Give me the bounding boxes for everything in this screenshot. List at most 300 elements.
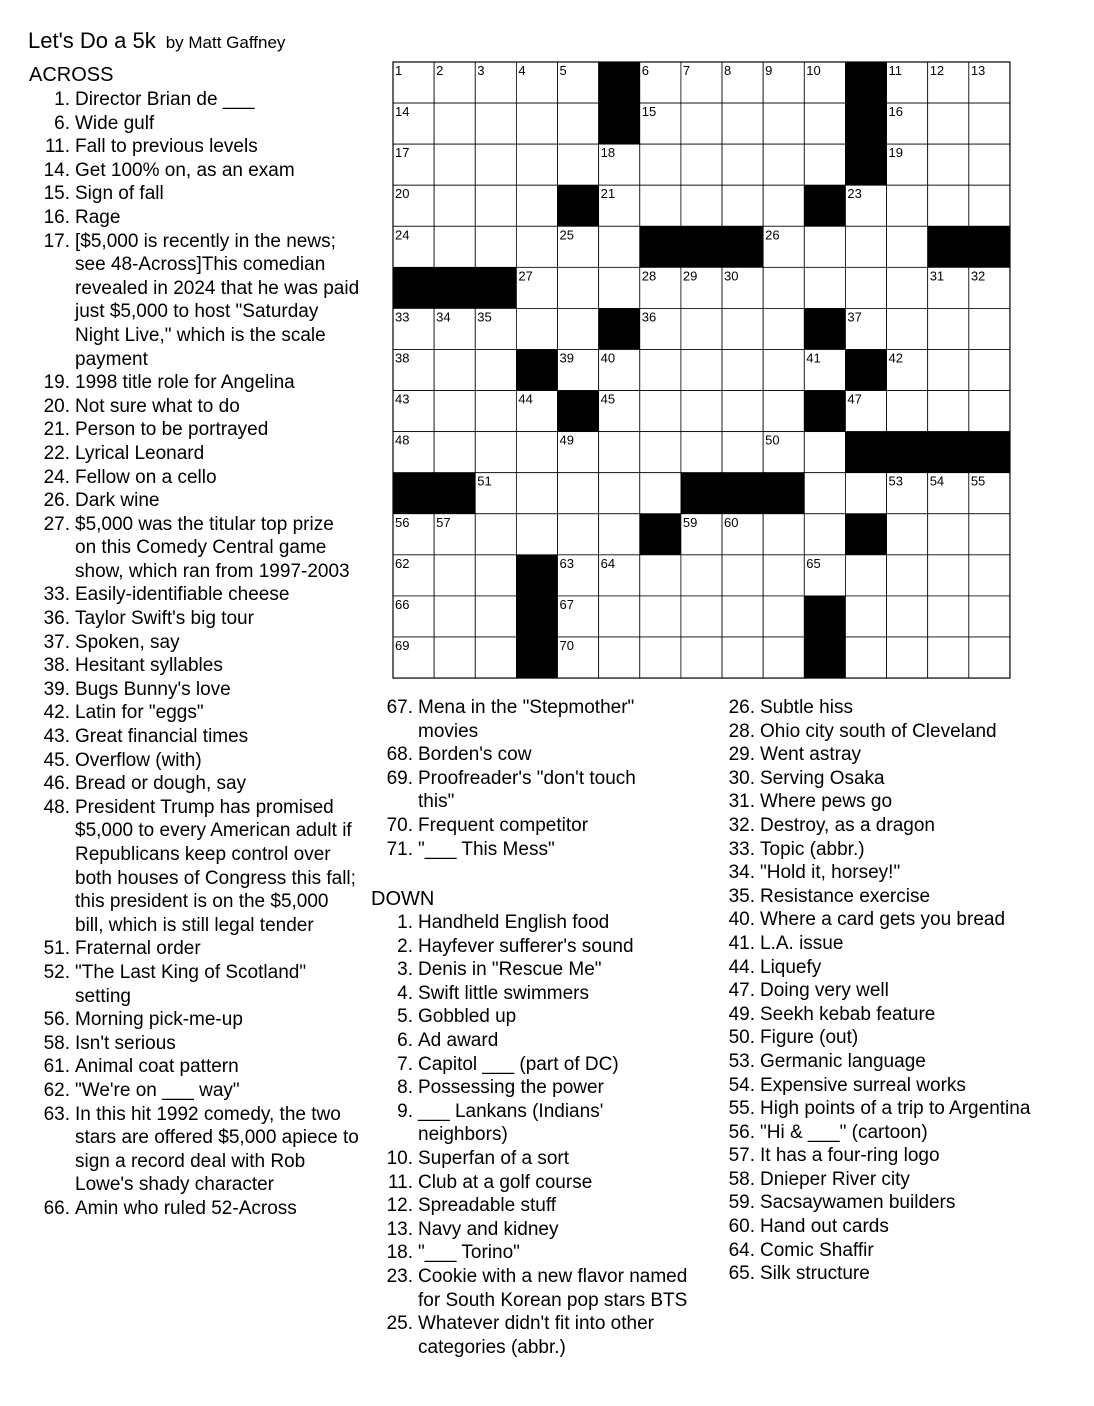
clue-number: 38.: [43, 655, 70, 677]
grid-block: [887, 432, 928, 473]
clue-text: Great financial times: [75, 726, 249, 748]
cell-number: 52: [765, 473, 780, 489]
clue-number: 13.: [386, 1218, 413, 1240]
grid-cell[interactable]: [763, 144, 804, 185]
grid-cell[interactable]: [722, 103, 763, 144]
grid-cell[interactable]: [763, 514, 804, 555]
grid-cell[interactable]: [640, 637, 681, 678]
cell-number: 10: [806, 63, 821, 78]
grid-cell[interactable]: [928, 637, 969, 678]
clue-text: Lyrical Leonard: [75, 442, 205, 464]
grid-cell[interactable]: [434, 432, 475, 473]
grid-cell[interactable]: [681, 349, 722, 390]
grid-cell[interactable]: [804, 432, 845, 473]
clue-number: 29.: [728, 744, 755, 766]
clue-number: 4.: [397, 982, 413, 1004]
clue-number: 16.: [43, 206, 70, 228]
clue-text: Get 100% on, as an exam: [75, 159, 295, 181]
grid-block: [599, 103, 640, 144]
clue-text: In this hit 1992 comedy, the two stars are offered $5,000 apiece to sign a record deal with Rob Lowe's shady character: [75, 1103, 359, 1196]
grid-cell[interactable]: [804, 267, 845, 308]
clue-number: 6.: [54, 112, 70, 134]
grid-cell[interactable]: [887, 555, 928, 596]
clue-number: 19.: [43, 372, 70, 394]
grid-block: [928, 226, 969, 267]
clue-text: Morning pick-me-up: [75, 1009, 243, 1031]
grid-cell[interactable]: [887, 637, 928, 678]
clue-number: 68.: [386, 744, 413, 766]
grid-block: [516, 596, 557, 637]
cell-number: 63: [559, 555, 574, 571]
clue-text: Rage: [75, 206, 121, 228]
clue-text: "The Last King of Scotland" setting: [75, 961, 307, 1007]
cell-number: 46: [806, 391, 821, 407]
clue-number: 22.: [43, 442, 70, 464]
grid-cell[interactable]: [516, 103, 557, 144]
clue-text: Fraternal order: [75, 938, 201, 960]
grid-cell[interactable]: [475, 226, 516, 267]
cell-number: 37: [847, 309, 862, 325]
grid-cell[interactable]: [969, 514, 1010, 555]
clue-text: Club at a golf course: [418, 1171, 593, 1193]
cell-number: 23: [847, 186, 862, 202]
cell-number: 21: [600, 186, 616, 202]
grid-cell[interactable]: [475, 596, 516, 637]
clue-text: Seekh kebab feature: [760, 1003, 936, 1025]
cell-number: 22: [806, 186, 821, 202]
grid-cell[interactable]: [475, 185, 516, 226]
grid-cell[interactable]: [722, 637, 763, 678]
grid-cell[interactable]: [516, 514, 557, 555]
grid-cell[interactable]: [475, 144, 516, 185]
grid-cell[interactable]: [475, 349, 516, 390]
grid-cell[interactable]: [928, 308, 969, 349]
grid-cell[interactable]: [969, 555, 1010, 596]
cell-number: 36: [641, 309, 657, 325]
grid-cell[interactable]: [722, 555, 763, 596]
grid-block: [599, 62, 640, 103]
clue-text: Handheld English food: [418, 912, 610, 933]
grid-cell[interactable]: [681, 103, 722, 144]
cell-number: 7: [682, 63, 691, 78]
grid-cell[interactable]: [516, 473, 557, 514]
grid-cell[interactable]: [969, 637, 1010, 678]
clue-text: Hand out cards: [760, 1216, 889, 1238]
clue-number: 39.: [43, 678, 70, 700]
cell-number: 54: [929, 473, 945, 489]
grid-cell[interactable]: [722, 596, 763, 637]
clue-text: Amin who ruled 52-Across: [75, 1197, 297, 1219]
clue-text: Animal coat pattern: [75, 1056, 239, 1078]
grid-cell[interactable]: [558, 308, 599, 349]
grid-cell[interactable]: [434, 391, 475, 432]
clue-number: 59.: [728, 1192, 755, 1214]
grid-cell[interactable]: [434, 555, 475, 596]
grid-block: [722, 226, 763, 267]
grid-cell[interactable]: [558, 473, 599, 514]
clue-number: 37.: [43, 631, 70, 653]
clue-number: 64.: [728, 1239, 755, 1261]
clue-number: 2.: [397, 935, 413, 957]
grid-block: [804, 308, 845, 349]
grid-cell[interactable]: [681, 432, 722, 473]
grid-cell[interactable]: [845, 226, 886, 267]
clue-text: Not sure what to do: [75, 395, 240, 417]
clue-number: 63.: [43, 1103, 70, 1125]
grid-cell[interactable]: [434, 596, 475, 637]
grid-cell[interactable]: [434, 144, 475, 185]
grid-cell[interactable]: [804, 103, 845, 144]
cell-number: 60: [724, 514, 739, 530]
grid-block: [845, 432, 886, 473]
grid-cell[interactable]: [475, 637, 516, 678]
cell-number: 15: [641, 104, 657, 120]
clue-text: Hesitant syllables: [75, 655, 223, 677]
grid-cell[interactable]: [887, 226, 928, 267]
grid-cell[interactable]: [845, 637, 886, 678]
clue-number: 6.: [397, 1029, 413, 1051]
grid-cell[interactable]: [763, 637, 804, 678]
cell-number: 11: [888, 63, 903, 78]
clue-number: 48.: [43, 796, 70, 818]
grid-block: [599, 308, 640, 349]
clue-text: Doing very well: [760, 980, 889, 1002]
clue-text: Possessing the power: [418, 1077, 604, 1099]
clue-text: $5,000 was the titular top prize on this Comedy Central game show, which ran from 1997-2003: [75, 513, 350, 582]
cell-number: 55: [970, 473, 986, 489]
clue-number: 18.: [386, 1242, 413, 1264]
grid-cell[interactable]: [475, 555, 516, 596]
grid-cell[interactable]: [475, 103, 516, 144]
grid-cell[interactable]: [434, 226, 475, 267]
clue-number: 44.: [728, 956, 755, 978]
cell-number: 26: [765, 227, 780, 243]
grid-cell[interactable]: [804, 514, 845, 555]
grid-cell[interactable]: [969, 349, 1010, 390]
grid-cell[interactable]: [681, 596, 722, 637]
across-heading: ACROSS: [29, 64, 114, 86]
grid-cell[interactable]: [558, 267, 599, 308]
cell-number: 3: [477, 63, 485, 78]
cell-number: 19: [888, 145, 904, 161]
cell-number: 25: [559, 227, 574, 243]
clue-text: Subtle hiss: [760, 697, 853, 718]
cell-number: 24: [395, 227, 410, 243]
clue-text: President Trump has promised $5,000 to every American adult if Republicans keep control over both houses of Congress this fall; this president is on the $5,000 bill, which is still legal tender: [75, 796, 356, 936]
grid-cell[interactable]: [558, 103, 599, 144]
grid-cell[interactable]: [516, 432, 557, 473]
grid-cell[interactable]: [845, 267, 886, 308]
clue-text: Latin for "eggs": [75, 702, 204, 724]
grid-cell[interactable]: [599, 226, 640, 267]
grid-cell[interactable]: [722, 185, 763, 226]
grid-block: [969, 226, 1010, 267]
grid-cell[interactable]: [969, 144, 1010, 185]
grid-cell[interactable]: [599, 514, 640, 555]
clue-number: 23.: [386, 1265, 413, 1287]
grid-cell[interactable]: [969, 391, 1010, 432]
grid-block: [434, 473, 475, 514]
grid-block: [845, 62, 886, 103]
clue-number: 26.: [728, 697, 755, 718]
clue-text: 1998 title role for Angelina: [75, 372, 295, 394]
clue-number: 3.: [397, 959, 413, 981]
clue-text: Bugs Bunny's love: [75, 678, 231, 700]
clue-number: 10.: [386, 1147, 413, 1169]
cell-number: 68: [806, 596, 821, 612]
grid-block: [516, 349, 557, 390]
grid-cell[interactable]: [722, 432, 763, 473]
grid-cell[interactable]: [475, 514, 516, 555]
clue-number: 31.: [728, 791, 755, 813]
clue-text: High points of a trip to Argentina: [760, 1098, 1031, 1120]
grid-cell[interactable]: [558, 514, 599, 555]
clue-number: 26.: [43, 490, 70, 512]
grid-cell[interactable]: [640, 473, 681, 514]
clue-number: 5.: [397, 1006, 413, 1028]
grid-cell[interactable]: [928, 391, 969, 432]
grid-cell[interactable]: [434, 637, 475, 678]
clue-text: Where pews go: [760, 791, 893, 813]
grid-block: [393, 473, 434, 514]
cell-number: 69: [395, 637, 410, 653]
cell-number: 2: [436, 63, 444, 78]
grid-cell[interactable]: [681, 637, 722, 678]
grid-cell[interactable]: [599, 473, 640, 514]
cell-number: 66: [395, 596, 410, 612]
clue-text: Figure (out): [760, 1027, 859, 1049]
grid-cell[interactable]: [640, 185, 681, 226]
clue-number: 12.: [386, 1195, 413, 1217]
clue-text: Cookie with a new flavor named for South Korean pop stars BTS: [418, 1265, 688, 1311]
grid-cell[interactable]: [928, 185, 969, 226]
grid-block: [845, 103, 886, 144]
grid-cell[interactable]: [928, 596, 969, 637]
cell-number: 53: [888, 473, 904, 489]
clue-text: Navy and kidney: [418, 1218, 559, 1240]
cell-number: 31: [929, 268, 945, 284]
cell-number: 70: [559, 637, 574, 653]
grid-cell[interactable]: [763, 185, 804, 226]
grid-cell[interactable]: [558, 144, 599, 185]
grid-cell[interactable]: [599, 596, 640, 637]
cell-number: 4: [518, 63, 526, 78]
grid-cell[interactable]: [887, 596, 928, 637]
clue-text: Sacsaywamen builders: [760, 1192, 956, 1214]
clue-text: Dark wine: [75, 490, 160, 512]
grid-cell[interactable]: [434, 103, 475, 144]
clue-number: 60.: [728, 1216, 755, 1238]
grid-cell[interactable]: [434, 349, 475, 390]
cell-number: 16: [888, 104, 904, 120]
grid-cell[interactable]: [763, 555, 804, 596]
clue-number: 57.: [728, 1145, 755, 1167]
grid-cell[interactable]: [969, 185, 1010, 226]
grid-cell[interactable]: [763, 103, 804, 144]
grid-cell[interactable]: [681, 308, 722, 349]
grid-cell[interactable]: [722, 144, 763, 185]
grid-cell[interactable]: [722, 308, 763, 349]
grid-cell[interactable]: [763, 349, 804, 390]
grid-block: [516, 555, 557, 596]
clue-number: 56.: [43, 1009, 70, 1031]
clue-number: 8.: [397, 1077, 413, 1099]
cell-number: 39: [559, 350, 574, 366]
cell-number: 13: [970, 63, 986, 78]
clue-text: Silk structure: [760, 1263, 870, 1285]
clue-number: 61.: [43, 1056, 70, 1078]
clue-number: 67.: [386, 697, 413, 718]
grid-block: [475, 267, 516, 308]
grid-cell[interactable]: [887, 514, 928, 555]
clue-number: 17.: [43, 230, 70, 252]
clue-text: Superfan of a sort: [418, 1147, 570, 1169]
grid-cell[interactable]: [599, 637, 640, 678]
grid-cell[interactable]: [804, 473, 845, 514]
grid-cell[interactable]: [928, 555, 969, 596]
cell-number: 12: [929, 63, 945, 78]
grid-cell[interactable]: [763, 267, 804, 308]
cell-number: 34: [436, 309, 451, 325]
clue-text: Overflow (with): [75, 749, 202, 771]
clue-text: Gobbled up: [418, 1006, 517, 1028]
grid-cell[interactable]: [722, 349, 763, 390]
clue-text: "___ Torino": [418, 1242, 520, 1264]
grid-cell[interactable]: [804, 144, 845, 185]
grid-cell[interactable]: [845, 473, 886, 514]
puzzle-byline: by Matt Gaffney: [165, 33, 286, 52]
grid-cell[interactable]: [928, 514, 969, 555]
cell-number: 18: [600, 145, 616, 161]
grid-cell[interactable]: [845, 596, 886, 637]
grid-cell[interactable]: [845, 555, 886, 596]
grid-cell[interactable]: [681, 144, 722, 185]
clue-number: 36.: [43, 608, 70, 630]
grid-cell[interactable]: [681, 391, 722, 432]
grid-cell[interactable]: [516, 185, 557, 226]
grid-cell[interactable]: [763, 596, 804, 637]
grid-block: [722, 473, 763, 514]
clue-number: 45.: [43, 749, 70, 771]
clue-text: "Hi & ___" (cartoon): [760, 1121, 928, 1143]
clue-number: 51.: [43, 938, 70, 960]
grid-block: [681, 473, 722, 514]
cell-number: 62: [395, 555, 410, 571]
grid-cell[interactable]: [887, 391, 928, 432]
clue-text: Ohio city south of Cleveland: [760, 720, 997, 742]
grid-block: [558, 185, 599, 226]
cell-number: 45: [600, 391, 616, 407]
cell-number: 61: [847, 514, 862, 530]
grid-cell[interactable]: [475, 432, 516, 473]
cell-number: 58: [641, 514, 657, 530]
grid-cell[interactable]: [516, 144, 557, 185]
grid-cell[interactable]: [969, 596, 1010, 637]
cell-number: 56: [395, 514, 410, 530]
grid-cell[interactable]: [763, 391, 804, 432]
clue-number: 24.: [43, 466, 70, 488]
grid-cell[interactable]: [969, 308, 1010, 349]
clue-number: 30.: [728, 767, 755, 789]
grid-cell[interactable]: [928, 349, 969, 390]
grid-cell[interactable]: [640, 596, 681, 637]
grid-cell[interactable]: [640, 144, 681, 185]
clue-number: 70.: [386, 814, 413, 836]
grid-cell[interactable]: [804, 226, 845, 267]
clue-number: 42.: [43, 702, 70, 724]
clue-number: 46.: [43, 773, 70, 795]
grid-cell[interactable]: [640, 391, 681, 432]
grid-cell[interactable]: [887, 185, 928, 226]
grid-cell[interactable]: [681, 555, 722, 596]
cell-number: 64: [600, 555, 616, 571]
clue-number: 11.: [387, 1171, 413, 1193]
clue-text: Spreadable stuff: [418, 1195, 557, 1217]
grid-cell[interactable]: [475, 391, 516, 432]
clue-text: Mena in the "Stepmother" movies: [418, 697, 635, 742]
grid-cell[interactable]: [763, 308, 804, 349]
grid-cell[interactable]: [599, 432, 640, 473]
clue-number: 21.: [43, 419, 70, 441]
grid-cell[interactable]: [516, 226, 557, 267]
cell-number: 44: [518, 391, 533, 407]
grid-block: [516, 637, 557, 678]
clue-text: Went astray: [760, 744, 862, 766]
clue-number: 58.: [43, 1032, 70, 1054]
clue-number: 7.: [397, 1053, 413, 1075]
clue-text: "We're on ___ way": [75, 1079, 240, 1101]
grid-cell[interactable]: [928, 103, 969, 144]
grid-block: [681, 226, 722, 267]
clue-text: "Hold it, horsey!": [760, 862, 901, 884]
clue-text: Easily-identifiable cheese: [75, 584, 290, 606]
grid-cell[interactable]: [640, 555, 681, 596]
cell-number: 20: [395, 186, 410, 202]
clue-number: 34.: [728, 862, 755, 884]
clue-text: Sign of fall: [75, 183, 164, 205]
clue-number: 33.: [43, 584, 70, 606]
grid-cell[interactable]: [640, 349, 681, 390]
clue-number: 1.: [397, 912, 413, 933]
grid-cell[interactable]: [434, 185, 475, 226]
grid-cell[interactable]: [969, 103, 1010, 144]
grid-cell[interactable]: [516, 308, 557, 349]
grid-block: [845, 349, 886, 390]
grid-cell[interactable]: [887, 308, 928, 349]
grid-cell[interactable]: [640, 432, 681, 473]
grid-cell[interactable]: [887, 267, 928, 308]
grid-cell[interactable]: [599, 267, 640, 308]
clue-text: Liquefy: [760, 956, 822, 978]
clue-text: Frequent competitor: [418, 814, 589, 836]
clue-text: Germanic language: [760, 1050, 926, 1072]
clue-text: Resistance exercise: [760, 885, 931, 907]
clue-number: 25.: [386, 1313, 413, 1335]
clue-number: 66.: [43, 1197, 70, 1219]
cell-number: 51: [477, 473, 492, 489]
clue-number: 14.: [43, 159, 70, 181]
clue-number: 15.: [43, 183, 70, 205]
clue-text: Proofreader's "don't touch this": [418, 767, 636, 813]
clue-number: 54.: [728, 1074, 755, 1096]
grid-cell[interactable]: [681, 185, 722, 226]
cell-number: 59: [682, 514, 698, 530]
clue-text: Destroy, as a dragon: [760, 814, 935, 836]
clue-number: 69.: [386, 767, 413, 789]
grid-cell[interactable]: [722, 391, 763, 432]
grid-cell[interactable]: [928, 144, 969, 185]
clue-text: Comic Shaffir: [760, 1239, 874, 1261]
